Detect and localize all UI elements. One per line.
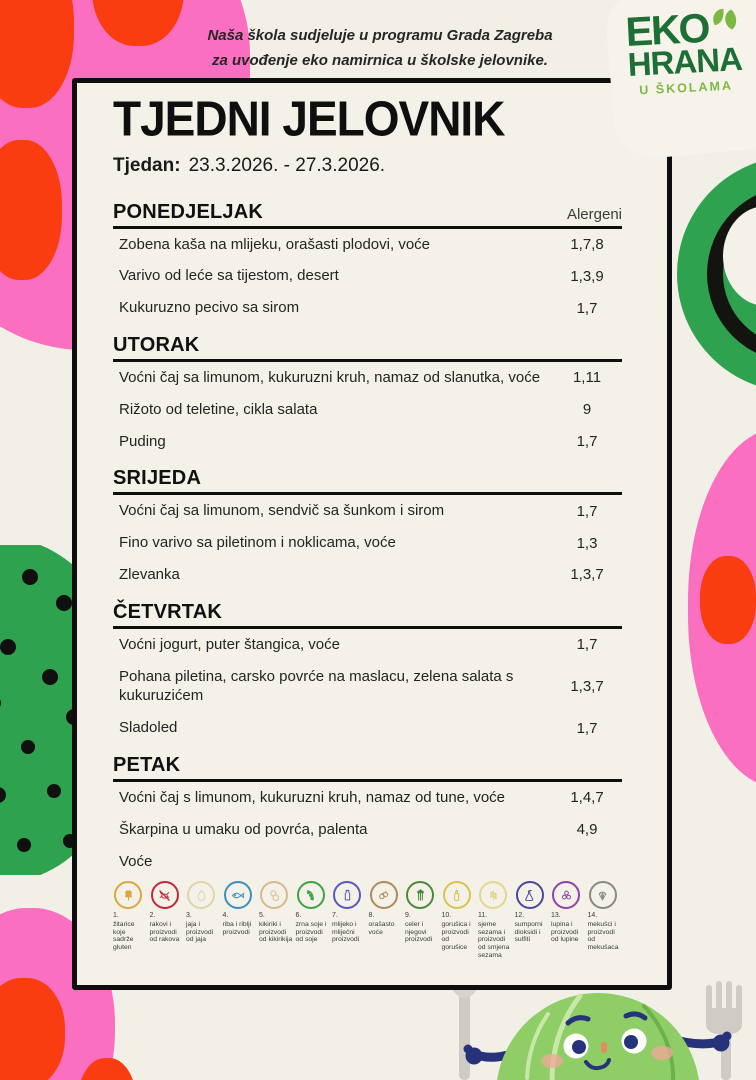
eko-hrana-logo — [612, 0, 756, 150]
legend-item — [478, 881, 513, 959]
day-name: UTORAK — [113, 334, 200, 357]
page-title: TJEDNI JELOVNIK — [113, 90, 505, 146]
dish-text: Sladoled — [119, 719, 178, 737]
legend-label: zrna soje i proizvodi od soje — [295, 921, 327, 944]
menu-item-row — [113, 229, 622, 261]
allergen-numbers: 1,4,7 — [570, 789, 604, 807]
menu-item-row — [113, 495, 622, 527]
dish-text: Varivo od leće sa tijestom, desert — [119, 267, 339, 285]
legend-label: rakovi i proizvodi od rakova — [149, 921, 180, 944]
allergen-numbers: 1,7,8 — [570, 236, 604, 254]
legend-label: jaja i proizvodi od jaja — [186, 921, 214, 944]
egg-icon — [187, 881, 215, 909]
legend-label: lupina i proizvodi od lupine — [551, 921, 579, 944]
legend-label: riba i riblji proizvodi — [222, 921, 252, 936]
dish-text: Puding — [119, 432, 166, 450]
soy-icon — [297, 881, 325, 909]
nuts-icon — [370, 881, 398, 909]
legend-number: 10. — [441, 912, 452, 920]
lupin-icon — [552, 881, 580, 909]
dish-text: Kukuruzno pecivo sa sirom — [119, 299, 300, 317]
decor-strawberry-blob-right — [688, 428, 756, 788]
legend-number: 4. — [222, 912, 229, 920]
dish-text: Pohana piletina, carsko povrće na maslacu, zelena salata s kukuruzićem — [119, 667, 514, 705]
menu-item-row — [113, 527, 622, 559]
legend-number: 14. — [587, 912, 598, 920]
decor-red-spot — [0, 978, 65, 1080]
decor-red-spot — [700, 556, 756, 644]
peanut-icon — [260, 881, 288, 909]
sesame-icon — [479, 881, 507, 909]
allergen-numbers: 4,9 — [576, 821, 598, 839]
logo-text-eko: EKO — [624, 4, 710, 55]
legend-number: 2. — [149, 912, 156, 920]
day-section-wednesday — [113, 467, 622, 590]
legend-number: 7. — [332, 912, 338, 920]
legend-label: sjeme sezama i proizvodi od smjena sezama — [478, 921, 510, 959]
legend-number: 1. — [113, 912, 119, 920]
day-name: SRIJEDA — [113, 467, 202, 490]
legend-item — [186, 881, 221, 959]
dish-text: Voćni jogurt, puter štangica, voće — [119, 635, 340, 653]
legend-item — [332, 881, 367, 959]
legend-number: 6. — [295, 912, 302, 920]
day-section-friday — [113, 754, 622, 877]
menu-item-row — [113, 362, 622, 394]
menu-item-row — [113, 846, 622, 878]
dish-text: Zlevanka — [119, 566, 180, 584]
allergen-numbers: 1,3,7 — [570, 677, 604, 695]
allergen-numbers: 1,7 — [576, 719, 598, 737]
legend-number: 5. — [259, 912, 265, 920]
legend-number: 3. — [186, 912, 192, 920]
menu-item-row — [113, 260, 622, 292]
allergen-numbers: 1,3,7 — [570, 566, 604, 584]
dish-text: Voćni čaj s limunom, kukuruzni kruh, namaz od tune, voće — [119, 789, 506, 807]
legend-label: gorušica i proizvodi od gorušice — [441, 921, 471, 951]
dish-text: Škarpina u umaku od povrća, palenta — [119, 820, 368, 838]
allergen-numbers: 1,7 — [576, 636, 598, 654]
wheat-icon — [114, 881, 142, 909]
shell-icon — [589, 881, 617, 909]
legend-item — [259, 881, 294, 959]
week-line — [113, 155, 622, 177]
legend-label: sumporni dioksidi i sulfiti — [514, 921, 543, 944]
legend-number: 11. — [478, 912, 488, 920]
menu-item-row — [113, 629, 622, 661]
allergen-numbers: 9 — [582, 401, 592, 419]
menu-item-row — [113, 292, 622, 324]
decor-green-swirl-right — [677, 148, 756, 400]
celery-icon — [406, 881, 434, 909]
menu-item-row — [113, 559, 622, 591]
fork-icon — [706, 981, 742, 1080]
decor-red-spot — [0, 140, 62, 280]
day-section-thursday — [113, 601, 622, 744]
allergen-numbers: 1,11 — [572, 369, 602, 387]
menu-item-row — [113, 661, 622, 713]
program-note-line1: Naša škola sudjeluje u programu Grada Zagreba — [207, 27, 553, 44]
dish-text: Voćni čaj sa limunom, kukuruzni kruh, namaz od slanutka, voće — [119, 369, 541, 387]
dish-text: Rižoto od teletine, cikla salata — [119, 400, 318, 418]
allergen-numbers: 1,7 — [576, 502, 598, 520]
legend-number: 8. — [368, 912, 375, 920]
menu-item-row — [113, 426, 622, 458]
flask-icon — [516, 881, 544, 909]
dish-text: Zobena kaša na mlijeku, orašasti plodovi, voće — [119, 235, 431, 253]
decor-red-spot — [77, 1058, 137, 1080]
dish-text: Fino varivo sa piletinom i noklicama, voće — [119, 534, 396, 552]
program-note-line2: za uvođenje eko namirnica u školske jelovnike. — [212, 51, 548, 69]
legend-item — [515, 881, 550, 959]
menu-item-row — [113, 712, 622, 744]
allergen-numbers: 1,7 — [576, 433, 598, 451]
legend-number: 12. — [514, 912, 525, 920]
day-section-tuesday — [113, 334, 622, 457]
fish-icon — [224, 881, 252, 909]
menu-card — [72, 78, 672, 990]
legend-number: 9. — [405, 912, 411, 920]
logo-text-u-skolama: U ŠKOLAMA — [638, 78, 734, 98]
legend-label: žitarice koje sadrže gluten — [113, 921, 135, 951]
allergen-numbers: 1,3 — [576, 534, 598, 552]
legend-label: mekušci i proizvodi od mekušaca — [587, 921, 619, 951]
allergen-column-header: Alergeni — [566, 205, 622, 223]
day-name: ČETVRTAK — [113, 600, 223, 623]
crab-icon — [151, 881, 179, 909]
day-name: PETAK — [113, 754, 181, 777]
legend-item — [369, 881, 404, 959]
dish-text: Voćni čaj sa limunom, sendvič sa šunkom i sirom — [119, 502, 445, 520]
legend-label: mlijeko i mliječni proizvodi — [332, 921, 360, 944]
legend-item — [551, 881, 586, 959]
legend-label: kikiriki i proizvodi od kikirikija — [259, 921, 293, 944]
milk-bottle-icon — [333, 881, 361, 909]
legend-number: 13. — [551, 912, 561, 920]
allergen-numbers: 1,3,9 — [570, 267, 604, 285]
legend-item — [296, 881, 331, 959]
legend-item — [588, 881, 623, 959]
allergen-legend — [113, 881, 622, 959]
legend-label: celer i njegovi proizvodi — [405, 921, 433, 944]
week-label: Tjedan: — [113, 154, 181, 176]
program-note — [170, 24, 590, 74]
logo-text-hrana: HRANA — [626, 40, 743, 83]
menu-item-row — [113, 782, 622, 814]
legend-item — [442, 881, 477, 959]
mustard-icon — [443, 881, 471, 909]
menu-item-row — [113, 394, 622, 426]
menu-item-row — [113, 814, 622, 846]
legend-item — [113, 881, 148, 959]
allergen-numbers: 1,7 — [576, 299, 598, 317]
day-section-monday — [113, 201, 622, 324]
legend-label: orašasto voće — [368, 921, 395, 936]
dish-text: Voće — [119, 852, 153, 870]
decor-red-spot — [0, 0, 74, 108]
legend-item — [223, 881, 258, 959]
legend-item — [150, 881, 185, 959]
day-name: PONEDJELJAK — [113, 200, 264, 223]
legend-item — [405, 881, 440, 959]
week-range: 23.3.2026. - 27.3.2026. — [188, 154, 386, 176]
